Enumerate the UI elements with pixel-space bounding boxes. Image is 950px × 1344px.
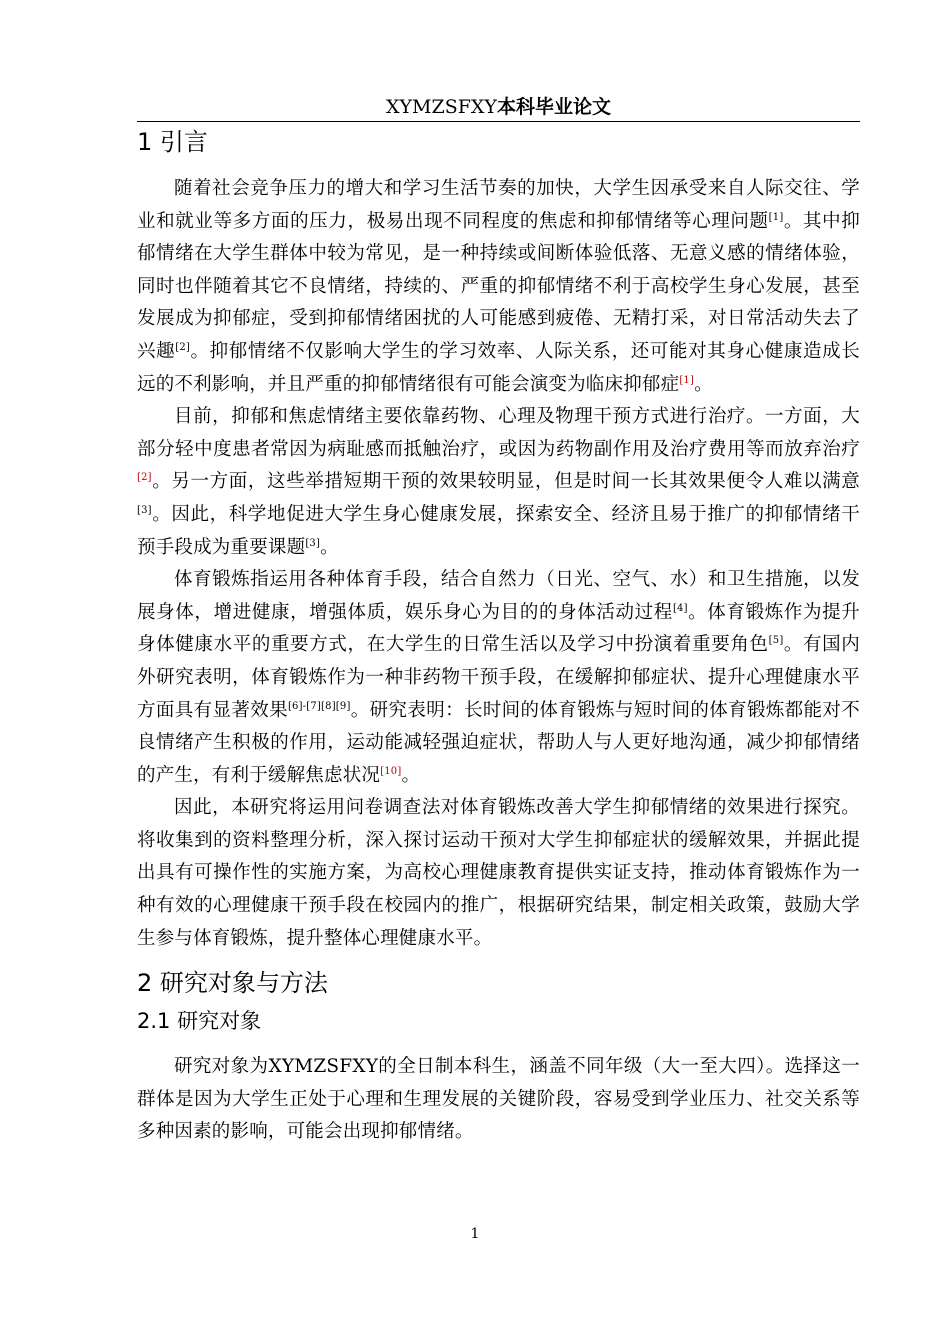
citation-10-red[interactable]: [10] [380, 765, 402, 777]
section-1-heading: 1 引言 [137, 128, 208, 156]
paragraph-1-text-c: 。抑郁情绪不仅影响大学生的学习效率、人际关系，还可能对其身心健康造成长远的不利影响，并且严重的抑郁情绪很有可能会演变为临床抑郁症 [137, 340, 860, 395]
running-header [137, 94, 860, 120]
paragraph-2-text-b: 。另一方面，这些举措短期干预的效果较明显，但是时间一长其效果便令人难以满意 [151, 471, 860, 493]
paragraph-2 [137, 401, 860, 564]
paragraph-3 [137, 564, 860, 792]
header-school: XYMZSFXY [385, 96, 497, 118]
citation-3b[interactable]: [3] [305, 537, 321, 549]
citation-2-red[interactable]: [2] [137, 472, 152, 484]
header-title: 本科毕业论文 [496, 96, 611, 118]
document-body [137, 122, 860, 1149]
citation-6-9[interactable]: [6]-[7][8][9] [287, 700, 351, 712]
citation-3[interactable]: [3] [137, 504, 152, 516]
citation-1[interactable]: [1] [768, 211, 784, 223]
citation-2[interactable]: [2] [175, 341, 191, 353]
paragraph-1-text-b: 。其中抑郁情绪在大学生群体中较为常见，是一种持续或间断体验低落、无意义感的情绪体验，同时也伴随着其它不良情绪，持续的、严重的抑郁情绪不利于高校学生身心发展，甚至发展成为抑郁症，受到抑郁情绪困扰的人可能感到疲倦、无精打采，对日常活动失去了兴趣 [137, 210, 860, 362]
paragraph-3-text-a: 体育锻炼指运用各种体育手段，结合自然力（日光、空气、水）和卫生措施，以发展身体，增进健康，增强体质，娱乐身心为目的的身体活动过程 [137, 569, 860, 623]
paragraph-3-text-b: 。体育锻炼作为提升身体健康水平的重要方式，在大学生的日常生活以及学习中扮演着重要角色 [137, 601, 860, 656]
paragraph-5: 研究对象为XYMZSFXY的全日制本科生，涵盖不同年级（大一至大四）。选择这一群体是因为大学生正处于心理和生理发展的关键阶段，容易受到学业压力、社交关系等多种因素的影响，可能会出现抑郁情绪。 [137, 1056, 860, 1143]
paragraph-2-text-a: 目前，抑郁和焦虑情绪主要依靠药物、心理及物理干预方式进行治疗。一方面，大部分轻中度患者常因为病耻感而抵触治疗，或因为药物副作用及治疗费用等而放弃治疗 [137, 406, 860, 460]
paragraph-4: 因此，本研究将运用问卷调查法对体育锻炼改善大学生抑郁情绪的效果进行探究。将收集到的资料整理分析，深入探讨运动干预对大学生抑郁症状的缓解效果，并据此提出具有可操作性的实施方案，为高校心理健康教育提供实证支持，推动体育锻炼作为一种有效的心理健康干预手段在校园内的推广，根据研究结果，制定相关政策，鼓励大学生参与体育锻炼，提升整体心理健康水平。 [137, 797, 860, 949]
paragraph-3-text-d: 。研究表明：长时间的体育锻炼与短时间的体育锻炼都能对不良情绪产生积极的作用，运动能减轻强迫症状，帮助人与人更好地沟通，减少抑郁情绪的产生，有利于缓解焦虑状况 [137, 699, 860, 786]
section-2-heading: 2 研究对象与方法 [137, 969, 328, 998]
citation-5[interactable]: [5] [768, 635, 784, 647]
citation-4[interactable]: [4] [672, 602, 688, 614]
citation-1-red[interactable]: [1] [679, 374, 695, 386]
page-number: 1 [470, 1226, 480, 1242]
paragraph-1-text-d: 。 [694, 373, 713, 395]
paragraph-2-text-c: 。因此，科学地促进大学生身心健康发展，探索安全、经济且易于推广的抑郁情绪干预手段成为重要课题 [137, 503, 860, 558]
paragraph-1 [137, 173, 860, 401]
paragraph-3-text-c: 。有国内外研究表明，体育锻炼作为一种非药物干预手段，在缓解抑郁症状、提升心理健康水平方面具有显著效果 [137, 634, 860, 721]
paragraph-1-text-a: 随着社会竞争压力的增大和学习生活节奏的加快，大学生因承受来自人际交往、学业和就业等多方面的压力，极易出现不同程度的焦虑和抑郁情绪等心理问题 [137, 178, 860, 232]
section-2-1-heading: 2.1 研究对象 [137, 1009, 262, 1034]
paragraph-3-text-e: 。 [401, 764, 421, 786]
paragraph-2-text-d: 。 [320, 536, 339, 558]
